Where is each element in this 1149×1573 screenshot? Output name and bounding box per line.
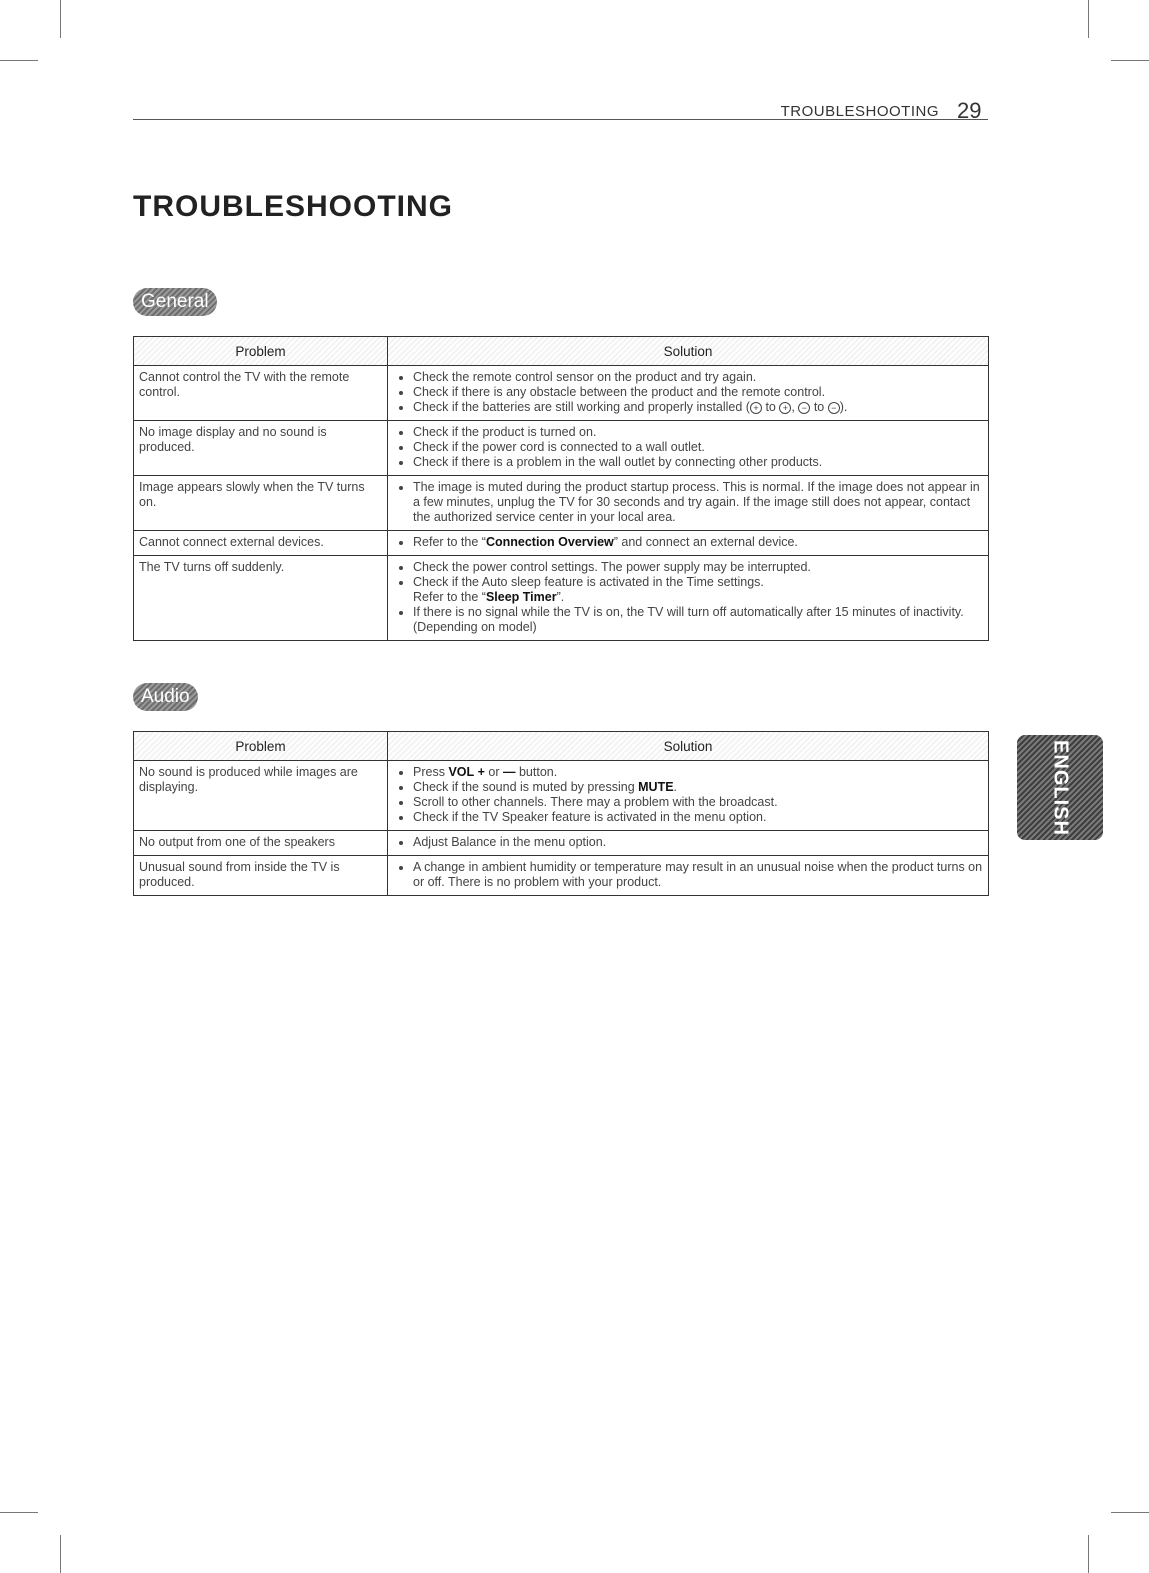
solution-cell [388,856,989,896]
table-row [134,476,989,531]
solution-item: • Refer to the “Connection Overview” and connect an external device. [413,535,983,550]
solution-cell [388,556,989,641]
solution-item: • Check the power control settings. The power supply may be interrupted. [413,560,983,575]
solution-cell [388,476,989,531]
problem-cell: No output from one of the speakers [134,831,388,856]
battery-minus-icon: − [828,402,840,414]
crop-mark [60,1535,61,1573]
solution-item: • Check if the batteries are still working and properly installed ( + to + , − to − ). [413,400,983,415]
crop-mark [1111,1512,1149,1513]
table-row [134,831,989,856]
solution-item: • Adjust Balance in the menu option. [413,835,983,850]
reference-link: Sleep Timer [485,590,557,604]
solution-item: • Check the remote control sensor on the product and try again. [413,370,983,385]
table-row [134,761,989,831]
solution-cell [388,761,989,831]
solution-header: Solution [388,732,989,761]
battery-plus-icon: + [779,402,791,414]
solution-item: • Press VOL + or — button. [413,765,983,780]
solution-item: • If there is no signal while the TV is on, the TV will turn off automatically after 15 minutes of inactivity. (Depending on model) [413,605,983,635]
problem-header: Problem [134,337,388,366]
reference-link: Connection Overview [485,535,614,549]
crop-mark [60,0,61,38]
battery-plus-icon: + [750,402,762,414]
audio-table [133,731,989,896]
table-row [134,531,989,556]
minus-icon: — [503,765,516,779]
problem-header: Problem [134,732,388,761]
solution-item: • Check if the TV Speaker feature is activated in the menu option. [413,810,983,825]
table-row [134,421,989,476]
section-label-general: General [133,288,217,316]
crop-mark [1111,60,1149,61]
solution-item: • Check if the sound is muted by pressing MUTE. [413,780,983,795]
problem-cell: Cannot control the TV with the remote control. [134,366,388,421]
table-row [134,556,989,641]
running-header: TROUBLESHOOTING [780,103,939,120]
problem-cell: Cannot connect external devices. [134,531,388,556]
general-table [133,336,989,641]
problem-cell: No sound is produced while images are displaying. [134,761,388,831]
solution-item: • Scroll to other channels. There may a problem with the broadcast. [413,795,983,810]
mute-key: MUTE [638,780,674,794]
page-title: TROUBLESHOOTING [133,190,453,223]
problem-cell: Unusual sound from inside the TV is produced. [134,856,388,896]
solution-item: • A change in ambient humidity or temperature may result in an unusual noise when the product turns on or off. There is no problem with your product. [413,860,983,890]
solution-cell [388,421,989,476]
section-label-audio: Audio [133,683,198,711]
solution-cell [388,531,989,556]
problem-cell: The TV turns off suddenly. [134,556,388,641]
solution-item: • Check if the power cord is connected to a wall outlet. [413,440,983,455]
solution-cell [388,831,989,856]
crop-mark [0,60,38,61]
crop-mark [0,1512,38,1513]
crop-mark [1088,0,1089,38]
battery-minus-icon: − [798,402,810,414]
language-tab-label: ENGLISH [1049,739,1072,836]
crop-mark [1088,1535,1089,1573]
solution-item: • Check if there is any obstacle between the product and the remote control. [413,385,983,400]
language-tab [1017,735,1103,840]
solution-cell [388,366,989,421]
table-row [134,366,989,421]
solution-item: • Check if the product is turned on. [413,425,983,440]
plus-icon: + [477,765,485,779]
problem-cell: Image appears slowly when the TV turns on. [134,476,388,531]
page-number: 29 [957,98,982,123]
solution-item: • The image is muted during the product startup process. This is normal. If the image does not appear in a few minutes, unplug the TV for 30 seconds and try again. If the image still does not appear, contact the authorized service center in your local area. [413,480,983,525]
problem-cell: No image display and no sound is produced. [134,421,388,476]
vol-key: VOL [448,765,475,779]
table-row [134,856,989,896]
solution-header: Solution [388,337,989,366]
solution-item: • Check if the Auto sleep feature is activated in the Time settings. Refer to the “Sleep Timer”. [413,575,983,605]
solution-item: • Check if there is a problem in the wall outlet by connecting other products. [413,455,983,470]
